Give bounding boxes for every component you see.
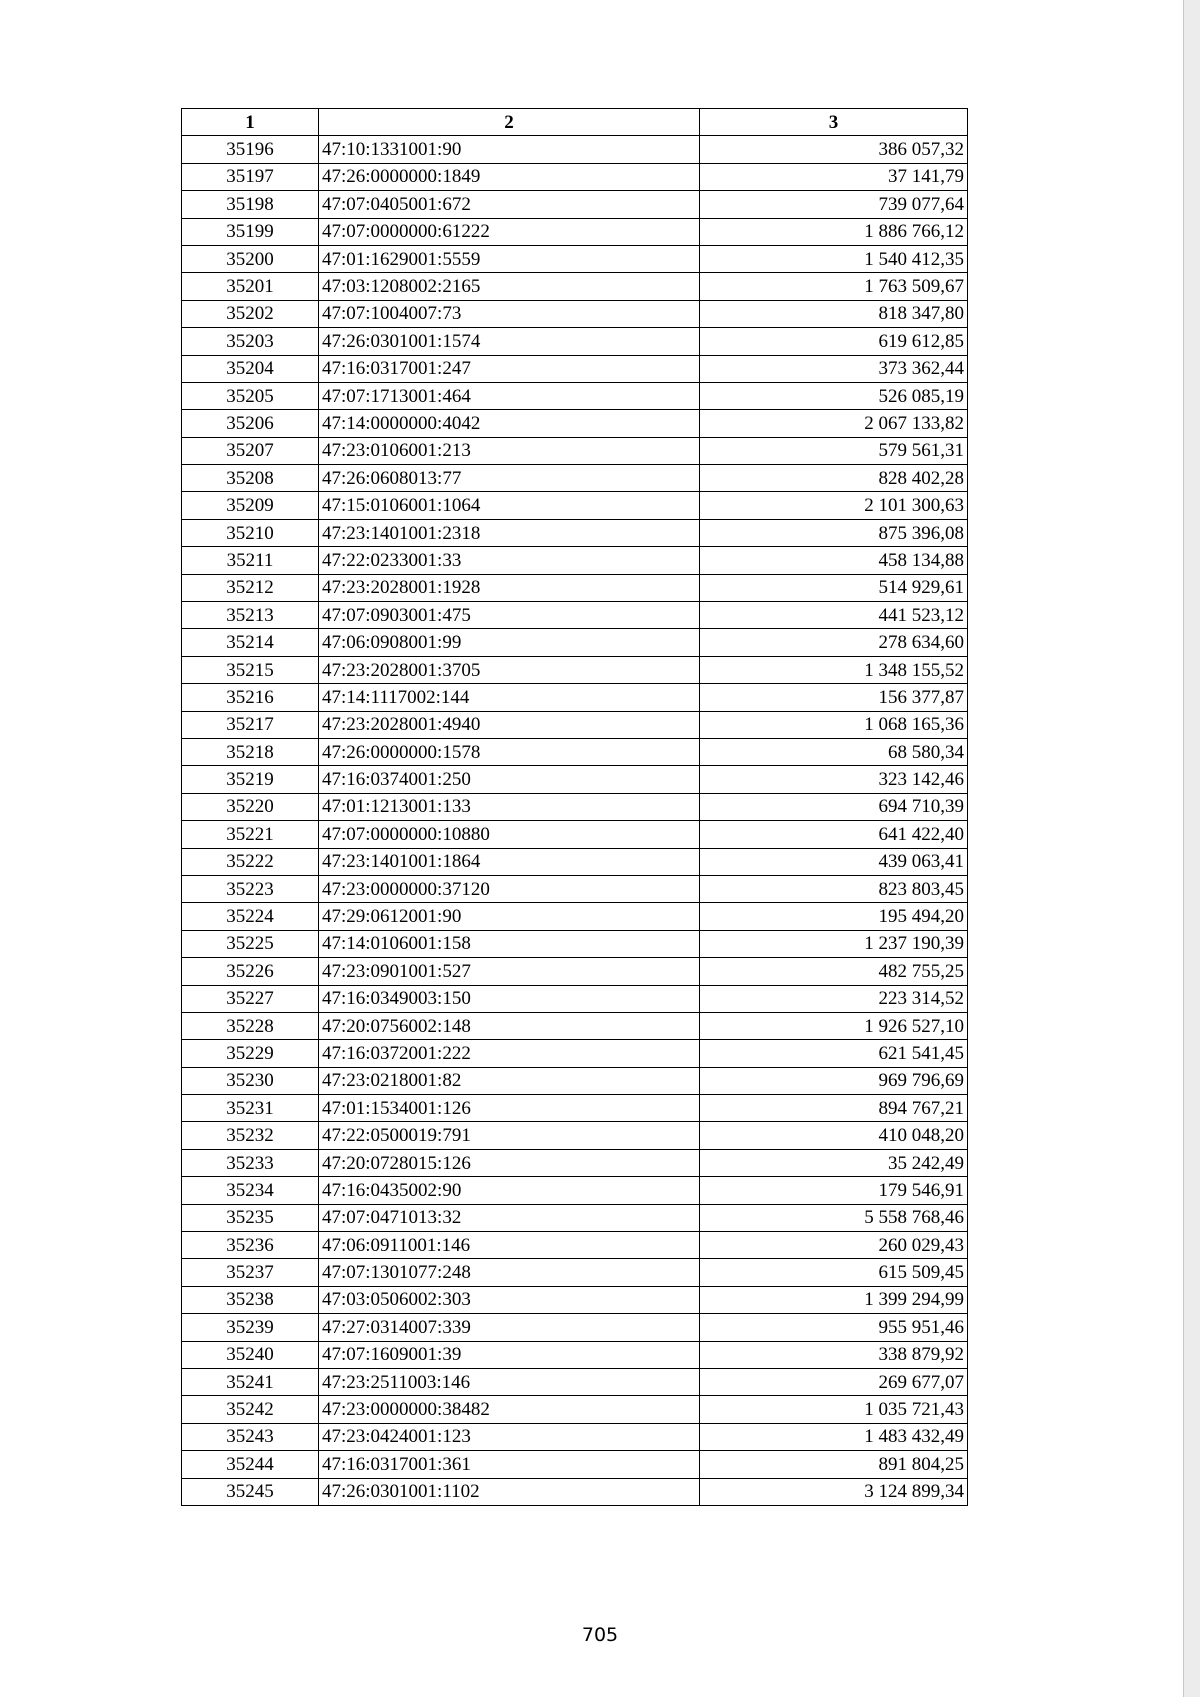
table-row <box>182 273 968 300</box>
table-row <box>182 793 968 820</box>
cadastral-value-cell: 823 803,45 <box>700 875 968 902</box>
cadastral-number-cell: 47:07:0405001:672 <box>319 191 700 218</box>
row-number-cell: 35238 <box>182 1286 319 1313</box>
cadastral-value-cell: 482 755,25 <box>700 958 968 985</box>
cadastral-number-cell: 47:07:0903001:475 <box>319 602 700 629</box>
cadastral-number-cell: 47:23:2028001:3705 <box>319 656 700 683</box>
table-row <box>182 1286 968 1313</box>
row-number-cell: 35239 <box>182 1314 319 1341</box>
table-row <box>182 328 968 355</box>
row-number-cell: 35207 <box>182 437 319 464</box>
table-row <box>182 930 968 957</box>
viewer-scrollbar-track[interactable] <box>1183 0 1200 1697</box>
table-row <box>182 1478 968 1505</box>
table-row <box>182 602 968 629</box>
table-row <box>182 1259 968 1286</box>
row-number-cell: 35229 <box>182 1040 319 1067</box>
cadastral-number-cell: 47:16:0317001:361 <box>319 1451 700 1478</box>
cadastral-number-cell: 47:03:1208002:2165 <box>319 273 700 300</box>
row-number-cell: 35237 <box>182 1259 319 1286</box>
row-number-cell: 35206 <box>182 410 319 437</box>
cadastral-number-cell: 47:01:1534001:126 <box>319 1095 700 1122</box>
table-row <box>182 1012 968 1039</box>
cadastral-number-cell: 47:16:0374001:250 <box>319 766 700 793</box>
table-row <box>182 191 968 218</box>
row-number-cell: 35197 <box>182 163 319 190</box>
cadastral-value-cell: 955 951,46 <box>700 1314 968 1341</box>
row-number-cell: 35210 <box>182 519 319 546</box>
cadastral-value-cell: 615 509,45 <box>700 1259 968 1286</box>
cadastral-number-cell: 47:07:0000000:10880 <box>319 821 700 848</box>
row-number-cell: 35224 <box>182 903 319 930</box>
cadastral-number-cell: 47:20:0728015:126 <box>319 1149 700 1176</box>
table-row <box>182 711 968 738</box>
table-row <box>182 656 968 683</box>
cadastral-value-cell: 35 242,49 <box>700 1149 968 1176</box>
cadastral-number-cell: 47:23:0000000:38482 <box>319 1396 700 1423</box>
table-row <box>182 1451 968 1478</box>
cadastral-value-cell: 1 886 766,12 <box>700 218 968 245</box>
cadastral-number-cell: 47:23:1401001:2318 <box>319 519 700 546</box>
table-row <box>182 1204 968 1231</box>
row-number-cell: 35223 <box>182 875 319 902</box>
table-row <box>182 1341 968 1368</box>
cadastral-number-cell: 47:07:0471013:32 <box>319 1204 700 1231</box>
cadastral-value-cell: 458 134,88 <box>700 547 968 574</box>
cadastral-value-cell: 439 063,41 <box>700 848 968 875</box>
cadastral-number-cell: 47:23:2511003:146 <box>319 1368 700 1395</box>
cadastral-number-cell: 47:22:0233001:33 <box>319 547 700 574</box>
cadastral-value-cell: 875 396,08 <box>700 519 968 546</box>
table-row <box>182 1396 968 1423</box>
cadastral-number-cell: 47:10:1331001:90 <box>319 136 700 163</box>
table-row <box>182 136 968 163</box>
cadastral-value-cell: 818 347,80 <box>700 300 968 327</box>
cadastral-value-cell: 894 767,21 <box>700 1095 968 1122</box>
row-number-cell: 35244 <box>182 1451 319 1478</box>
row-number-cell: 35231 <box>182 1095 319 1122</box>
cadastral-number-cell: 47:16:0435002:90 <box>319 1177 700 1204</box>
row-number-cell: 35226 <box>182 958 319 985</box>
cadastral-value-cell: 2 067 133,82 <box>700 410 968 437</box>
row-number-cell: 35225 <box>182 930 319 957</box>
cadastral-number-cell: 47:01:1629001:5559 <box>319 245 700 272</box>
row-number-cell: 35205 <box>182 382 319 409</box>
table-row <box>182 1040 968 1067</box>
cadastral-value-cell: 619 612,85 <box>700 328 968 355</box>
cadastral-value-cell: 1 068 165,36 <box>700 711 968 738</box>
table-body <box>182 136 968 1506</box>
cadastral-number-cell: 47:23:0424001:123 <box>319 1423 700 1450</box>
cadastral-value-cell: 195 494,20 <box>700 903 968 930</box>
cadastral-value-cell: 338 879,92 <box>700 1341 968 1368</box>
cadastral-value-cell: 156 377,87 <box>700 684 968 711</box>
table-row <box>182 903 968 930</box>
cadastral-number-cell: 47:22:0500019:791 <box>319 1122 700 1149</box>
cadastral-value-cell: 1 926 527,10 <box>700 1012 968 1039</box>
cadastral-number-cell: 47:20:0756002:148 <box>319 1012 700 1039</box>
row-number-cell: 35235 <box>182 1204 319 1231</box>
cadastral-value-table <box>181 108 968 1506</box>
row-number-cell: 35212 <box>182 574 319 601</box>
table-row <box>182 875 968 902</box>
table-row <box>182 410 968 437</box>
page-number: 705 <box>581 1624 619 1646</box>
cadastral-number-cell: 47:26:0000000:1849 <box>319 163 700 190</box>
cadastral-value-cell: 1 035 721,43 <box>700 1396 968 1423</box>
table-row <box>182 1177 968 1204</box>
cadastral-number-cell: 47:23:2028001:1928 <box>319 574 700 601</box>
cadastral-value-cell: 37 141,79 <box>700 163 968 190</box>
table-row <box>182 1368 968 1395</box>
cadastral-number-cell: 47:01:1213001:133 <box>319 793 700 820</box>
row-number-cell: 35196 <box>182 136 319 163</box>
table-row <box>182 629 968 656</box>
table-row <box>182 958 968 985</box>
cadastral-number-cell: 47:23:0901001:527 <box>319 958 700 985</box>
cadastral-value-cell: 891 804,25 <box>700 1451 968 1478</box>
cadastral-number-cell: 47:07:1301077:248 <box>319 1259 700 1286</box>
cadastral-value-cell: 2 101 300,63 <box>700 492 968 519</box>
cadastral-value-cell: 373 362,44 <box>700 355 968 382</box>
row-number-cell: 35204 <box>182 355 319 382</box>
cadastral-value-cell: 1 237 190,39 <box>700 930 968 957</box>
table-row <box>182 1067 968 1094</box>
cadastral-value-cell: 223 314,52 <box>700 985 968 1012</box>
table-row <box>182 848 968 875</box>
cadastral-number-cell: 47:16:0317001:247 <box>319 355 700 382</box>
table-row <box>182 382 968 409</box>
table-row <box>182 821 968 848</box>
cadastral-value-cell: 5 558 768,46 <box>700 1204 968 1231</box>
cadastral-number-cell: 47:23:0218001:82 <box>319 1067 700 1094</box>
row-number-cell: 35234 <box>182 1177 319 1204</box>
table-row <box>182 245 968 272</box>
table-row <box>182 519 968 546</box>
cadastral-value-cell: 526 085,19 <box>700 382 968 409</box>
cadastral-number-cell: 47:23:0000000:37120 <box>319 875 700 902</box>
cadastral-number-cell: 47:14:0000000:4042 <box>319 410 700 437</box>
cadastral-number-cell: 47:16:0372001:222 <box>319 1040 700 1067</box>
row-number-cell: 35227 <box>182 985 319 1012</box>
table-row <box>182 766 968 793</box>
cadastral-number-cell: 47:03:0506002:303 <box>319 1286 700 1313</box>
cadastral-number-cell: 47:29:0612001:90 <box>319 903 700 930</box>
table-row <box>182 1314 968 1341</box>
table-row <box>182 1232 968 1259</box>
cadastral-number-cell: 47:23:0106001:213 <box>319 437 700 464</box>
cadastral-value-cell: 739 077,64 <box>700 191 968 218</box>
row-number-cell: 35200 <box>182 245 319 272</box>
row-number-cell: 35228 <box>182 1012 319 1039</box>
table-row <box>182 163 968 190</box>
row-number-cell: 35219 <box>182 766 319 793</box>
cadastral-value-cell: 1 483 432,49 <box>700 1423 968 1450</box>
cadastral-number-cell: 47:14:1117002:144 <box>319 684 700 711</box>
cadastral-value-cell: 410 048,20 <box>700 1122 968 1149</box>
cadastral-number-cell: 47:26:0301001:1102 <box>319 1478 700 1505</box>
row-number-cell: 35236 <box>182 1232 319 1259</box>
row-number-cell: 35201 <box>182 273 319 300</box>
row-number-cell: 35220 <box>182 793 319 820</box>
cadastral-number-cell: 47:26:0301001:1574 <box>319 328 700 355</box>
cadastral-number-cell: 47:26:0608013:77 <box>319 465 700 492</box>
cadastral-number-cell: 47:06:0908001:99 <box>319 629 700 656</box>
cadastral-value-cell: 278 634,60 <box>700 629 968 656</box>
cadastral-number-cell: 47:23:1401001:1864 <box>319 848 700 875</box>
row-number-cell: 35241 <box>182 1368 319 1395</box>
column-header-1: 1 <box>182 109 319 136</box>
row-number-cell: 35203 <box>182 328 319 355</box>
row-number-cell: 35233 <box>182 1149 319 1176</box>
table-row <box>182 574 968 601</box>
cadastral-value-cell: 3 124 899,34 <box>700 1478 968 1505</box>
row-number-cell: 35222 <box>182 848 319 875</box>
cadastral-value-cell: 260 029,43 <box>700 1232 968 1259</box>
cadastral-number-cell: 47:07:1713001:464 <box>319 382 700 409</box>
row-number-cell: 35202 <box>182 300 319 327</box>
table-row <box>182 547 968 574</box>
cadastral-number-cell: 47:14:0106001:158 <box>319 930 700 957</box>
table-row <box>182 738 968 765</box>
row-number-cell: 35213 <box>182 602 319 629</box>
row-number-cell: 35215 <box>182 656 319 683</box>
table-row <box>182 218 968 245</box>
table-row <box>182 1122 968 1149</box>
row-number-cell: 35245 <box>182 1478 319 1505</box>
table-row <box>182 1095 968 1122</box>
cadastral-value-cell: 68 580,34 <box>700 738 968 765</box>
cadastral-value-cell: 514 929,61 <box>700 574 968 601</box>
row-number-cell: 35214 <box>182 629 319 656</box>
cadastral-value-cell: 1 348 155,52 <box>700 656 968 683</box>
cadastral-value-cell: 1 399 294,99 <box>700 1286 968 1313</box>
column-header-2: 2 <box>319 109 700 136</box>
table-row <box>182 355 968 382</box>
cadastral-value-cell: 641 422,40 <box>700 821 968 848</box>
cadastral-value-cell: 323 142,46 <box>700 766 968 793</box>
row-number-cell: 35240 <box>182 1341 319 1368</box>
cadastral-value-cell: 579 561,31 <box>700 437 968 464</box>
cadastral-number-cell: 47:23:2028001:4940 <box>319 711 700 738</box>
row-number-cell: 35199 <box>182 218 319 245</box>
cadastral-value-cell: 386 057,32 <box>700 136 968 163</box>
cadastral-value-cell: 694 710,39 <box>700 793 968 820</box>
table-header-row <box>182 109 968 136</box>
cadastral-number-cell: 47:26:0000000:1578 <box>319 738 700 765</box>
table-row <box>182 1423 968 1450</box>
row-number-cell: 35243 <box>182 1423 319 1450</box>
cadastral-number-cell: 47:16:0349003:150 <box>319 985 700 1012</box>
row-number-cell: 35209 <box>182 492 319 519</box>
table-row <box>182 1149 968 1176</box>
row-number-cell: 35221 <box>182 821 319 848</box>
cadastral-number-cell: 47:07:0000000:61222 <box>319 218 700 245</box>
row-number-cell: 35218 <box>182 738 319 765</box>
cadastral-number-cell: 47:07:1004007:73 <box>319 300 700 327</box>
cadastral-number-cell: 47:15:0106001:1064 <box>319 492 700 519</box>
row-number-cell: 35232 <box>182 1122 319 1149</box>
cadastral-value-cell: 179 546,91 <box>700 1177 968 1204</box>
table-row <box>182 300 968 327</box>
table-row <box>182 465 968 492</box>
cadastral-number-cell: 47:07:1609001:39 <box>319 1341 700 1368</box>
row-number-cell: 35208 <box>182 465 319 492</box>
table-row <box>182 684 968 711</box>
column-header-3: 3 <box>700 109 968 136</box>
table-row <box>182 437 968 464</box>
cadastral-value-cell: 269 677,07 <box>700 1368 968 1395</box>
cadastral-value-cell: 441 523,12 <box>700 602 968 629</box>
cadastral-number-cell: 47:06:0911001:146 <box>319 1232 700 1259</box>
cadastral-value-cell: 1 540 412,35 <box>700 245 968 272</box>
table-row <box>182 985 968 1012</box>
table-row <box>182 492 968 519</box>
row-number-cell: 35216 <box>182 684 319 711</box>
row-number-cell: 35217 <box>182 711 319 738</box>
cadastral-value-cell: 969 796,69 <box>700 1067 968 1094</box>
cadastral-number-cell: 47:27:0314007:339 <box>319 1314 700 1341</box>
cadastral-value-cell: 828 402,28 <box>700 465 968 492</box>
row-number-cell: 35242 <box>182 1396 319 1423</box>
row-number-cell: 35230 <box>182 1067 319 1094</box>
cadastral-value-cell: 621 541,45 <box>700 1040 968 1067</box>
row-number-cell: 35198 <box>182 191 319 218</box>
cadastral-value-cell: 1 763 509,67 <box>700 273 968 300</box>
row-number-cell: 35211 <box>182 547 319 574</box>
